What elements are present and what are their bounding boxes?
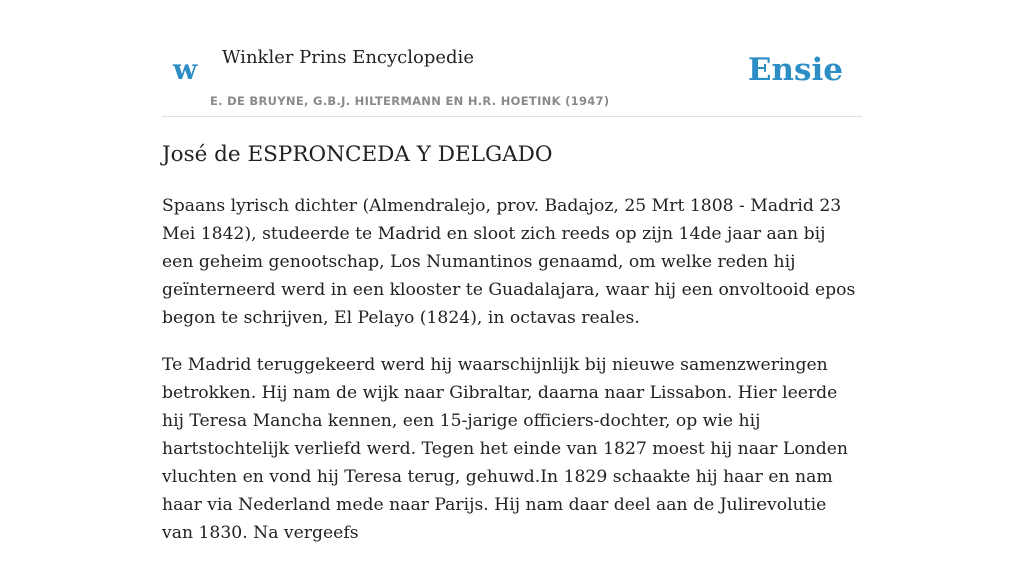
source-header — [162, 40, 862, 117]
article-body — [162, 192, 862, 566]
source-title-link[interactable]: Winkler Prins Encyclopedie — [222, 47, 474, 68]
article-title: José de ESPRONCEDA Y DELGADO — [162, 142, 553, 167]
ensie-brand-logo[interactable]: Ensie — [747, 52, 843, 88]
article-paragraph: Te Madrid teruggekeerd werd hij waarschijnlijk bij nieuwe samenzweringen betrokken. Hij nam de wijk naar Gibraltar, daarna naar Lissabon. Hier leerde hij Teresa Mancha kennen, een 15-jarige officiers-dochter, op wie hij hartstochtelijk verliefd werd. Tegen het einde van 1827 moest hij naar Londen vluchten en vond hij Teresa terug, gehuwd.In 1829 schaakte hij haar en nam haar via Nederland mede naar Parijs. Hij nam daar deel aan de Julirevolutie van 1830. Na vergeefs — [162, 355, 848, 543]
source-authors: E. DE BRUYNE, G.B.J. HILTERMANN EN H.R. HOETINK (1947) — [210, 94, 610, 108]
article-paragraph: Spaans lyrisch dichter (Almendralejo, prov. Badajoz, 25 Mrt 1808 - Madrid 23 Mei 1842), studeerde te Madrid en sloot zich reeds op zijn 14de jaar aan bij een geheim genootschap, Los Numantinos genaamd, om welke reden hij geïnterneerd werd in een klooster te Guadalajara, waar hij een onvoltooid epos begon te schrijven, El Pelayo (1824), in octavas reales. — [162, 196, 856, 328]
winkler-prins-logo[interactable]: w — [173, 53, 198, 86]
